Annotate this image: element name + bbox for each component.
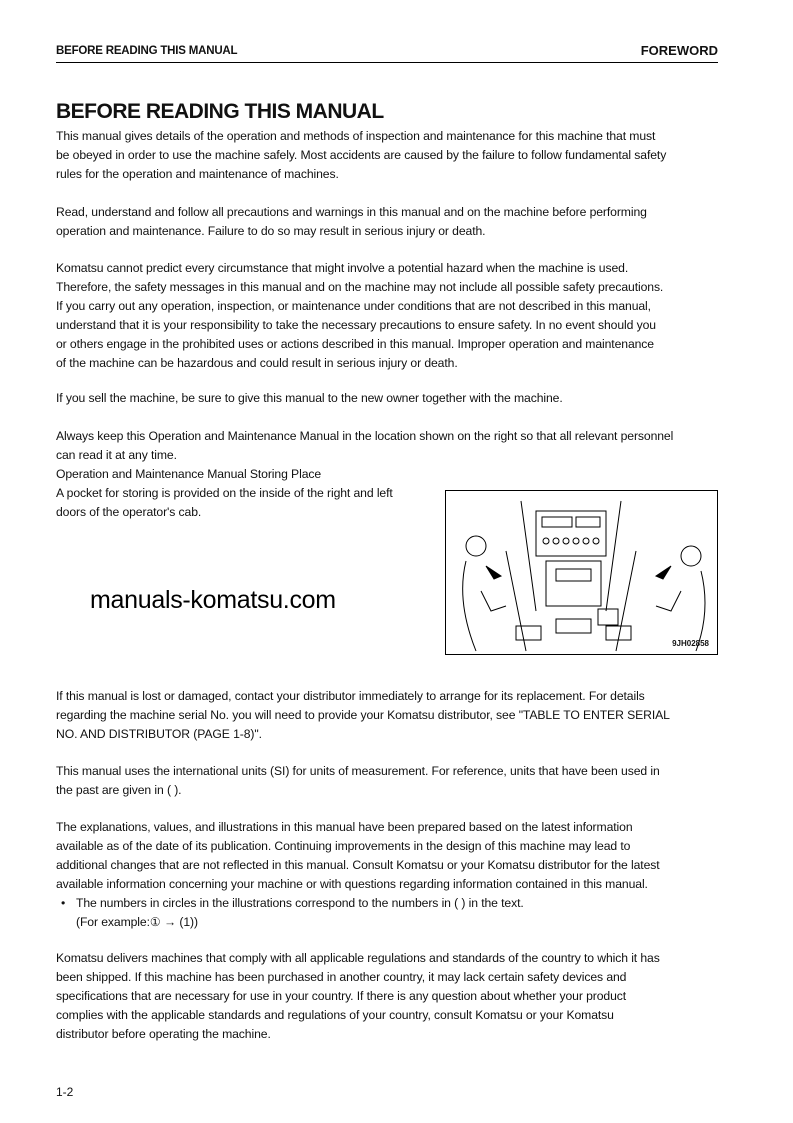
paragraph-read — [56, 203, 718, 241]
text-line: the past are given in ( ). — [56, 783, 182, 797]
running-header-left: BEFORE READING THIS MANUAL — [56, 45, 238, 57]
text-line: doors of the operator's cab. — [56, 505, 202, 519]
text-line: The explanations, values, and illustrations in this manual have been prepared based on the latest information — [56, 820, 633, 834]
page-number: 1-2 — [56, 1085, 74, 1099]
header-rule — [56, 62, 718, 63]
text-line: Operation and Maintenance Manual Storing Place — [56, 467, 322, 481]
text-line: Always keep this Operation and Maintenance Manual in the location shown on the right so that all relevant personnel — [56, 429, 674, 443]
text-line: available as of the date of its publication. Continuing improvements in the design of this machine may lead to — [56, 839, 631, 853]
text-line: understand that it is your responsibility to take the necessary precautions to ensure safety. In no event should you — [56, 318, 656, 332]
paragraph-compliance — [56, 949, 718, 1044]
text-line: This manual uses the international units (SI) for units of measurement. For reference, units that have been used in — [56, 764, 660, 778]
text-line: available information concerning your machine or with questions regarding information contained in this manual. — [56, 877, 648, 891]
watermark: manuals-komatsu.com — [90, 586, 336, 614]
text-line: additional changes that are not reflected in this manual. Consult Komatsu or your Komatsu distributor for the latest — [56, 858, 660, 872]
cab-interior-drawing — [446, 491, 717, 654]
text-line: distributor before operating the machine. — [56, 1027, 271, 1041]
text-line: operation and maintenance. Failure to do so may result in serious injury or death. — [56, 224, 486, 238]
bullet-icon: • — [61, 896, 66, 910]
page-title: BEFORE READING THIS MANUAL — [56, 100, 384, 123]
text-line: Komatsu delivers machines that comply with all applicable regulations and standards of the country to which it has — [56, 951, 660, 965]
text-line: NO. AND DISTRIBUTOR (PAGE 1-8)". — [56, 727, 262, 741]
storage-place-illustration — [445, 490, 718, 655]
text-line: specifications that are necessary for use in your country. If there is any question about whether your product — [56, 989, 627, 1003]
text-line: If this manual is lost or damaged, contact your distributor immediately to arrange for its replacement. For details — [56, 689, 645, 703]
paragraph-units — [56, 762, 718, 800]
text-line: or others engage in the prohibited uses or actions described in this manual. Improper operation and maintenance — [56, 337, 654, 351]
text-line: Read, understand and follow all precautions and warnings in this manual and on the machine before performing — [56, 205, 647, 219]
text-line: The numbers in circles in the illustrations correspond to the numbers in ( ) in the text. — [76, 896, 524, 910]
text-line: Therefore, the safety messages in this manual and on the machine may not include all possible safety precautions. — [56, 280, 664, 294]
figure-code: 9JH02858 — [672, 639, 709, 648]
text-line: complies with the applicable standards and regulations of your country, consult Komatsu or your Komatsu — [56, 1008, 614, 1022]
text-line: Komatsu cannot predict every circumstance that might involve a potential hazard when the machine is used. — [56, 261, 629, 275]
text-line: be obeyed in order to use the machine safely. Most accidents are caused by the failure to follow fundamental safety — [56, 148, 667, 162]
paragraph-intro — [56, 127, 718, 184]
bullet-note — [61, 894, 716, 932]
text-line: If you sell the machine, be sure to give this manual to the new owner together with the machine. — [56, 391, 563, 405]
text-line: This manual gives details of the operation and methods of inspection and maintenance for this machine that must — [56, 129, 656, 143]
running-header-right: FOREWORD — [640, 43, 718, 58]
paragraph-sell — [56, 389, 718, 408]
text-line: rules for the operation and maintenance of machines. — [56, 167, 339, 181]
text-line: of the machine can be hazardous and could result in serious injury or death. — [56, 356, 458, 370]
text-line: can read it at any time. — [56, 448, 177, 462]
text-line: regarding the machine serial No. you will need to provide your Komatsu distributor, see "TABLE TO ENTER SERIAL — [56, 708, 670, 722]
text-line: A pocket for storing is provided on the inside of the right and left — [56, 486, 393, 500]
paragraph-explanations — [56, 818, 718, 894]
paragraph-hazard — [56, 259, 718, 373]
text-line: been shipped. If this machine has been purchased in another country, it may lack certain safety devices and — [56, 970, 627, 984]
text-line: If you carry out any operation, inspection, or maintenance under conditions that are not described in this manual, — [56, 299, 651, 313]
paragraph-lost — [56, 687, 718, 744]
text-line: (For example:① → (1)) — [76, 915, 198, 929]
